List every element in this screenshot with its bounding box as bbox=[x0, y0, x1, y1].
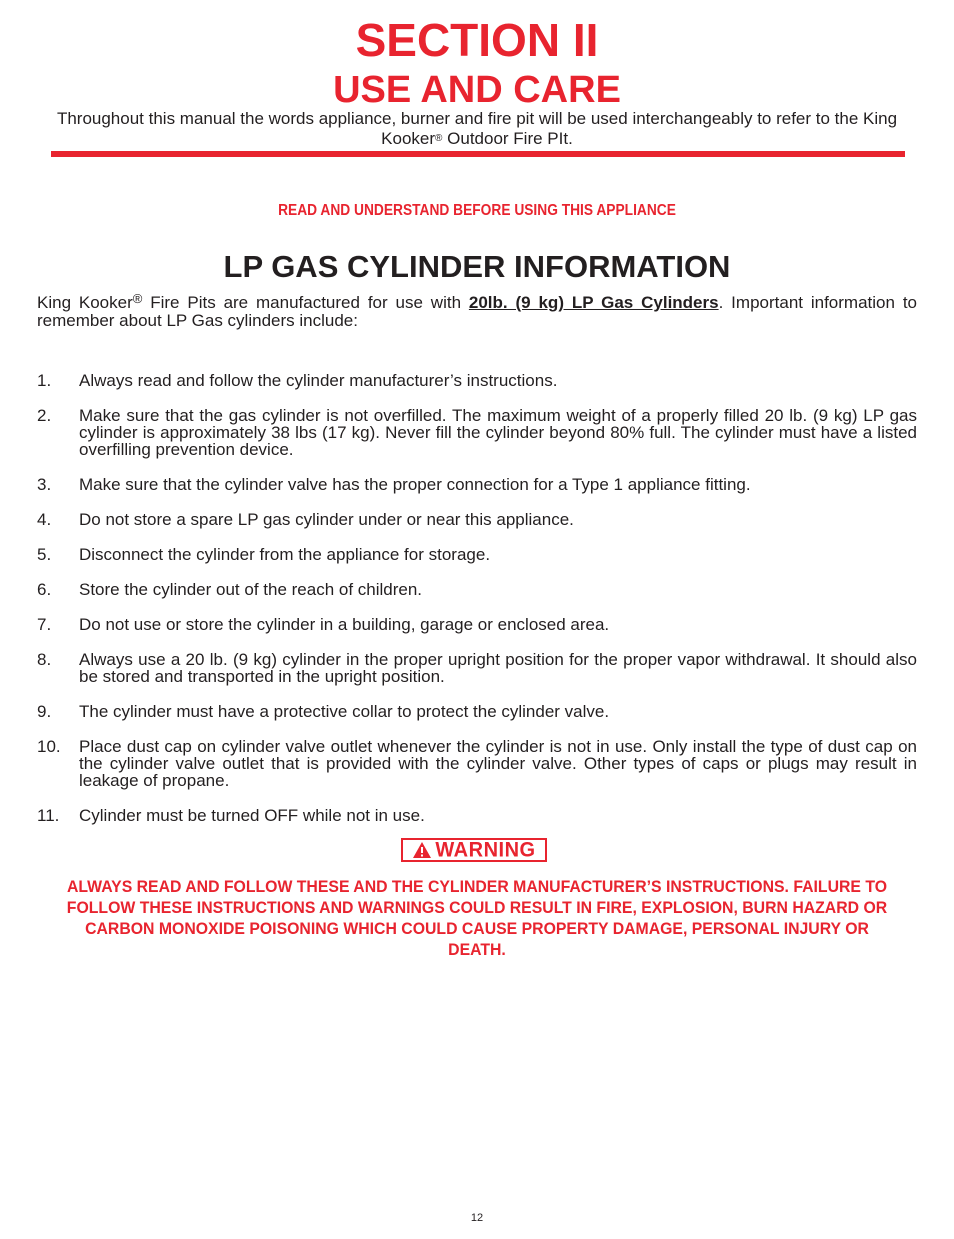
list-item-number: 5. bbox=[37, 545, 52, 564]
list-item-text: Make sure that the gas cylinder is not overfilled. The maximum weight of a properly filled 20 lb. (9 kg) LP gas cylinder is approximately 38 lbs (17 kg). Never fill the cylinder beyond 80% full. The cylinder must have a listed overfilling prevention device. bbox=[79, 406, 917, 459]
section-subtitle: USE AND CARE bbox=[333, 69, 621, 111]
list-item-number: 7. bbox=[37, 615, 52, 634]
list-item bbox=[37, 407, 917, 458]
lead-part1: King Kooker bbox=[37, 293, 133, 312]
cylinder-size-emphasis: 20lb. (9 kg) LP Gas Cylinders bbox=[468, 293, 719, 312]
intro-text bbox=[40, 109, 914, 149]
list-item-text: Store the cylinder out of the reach of children. bbox=[79, 580, 423, 599]
intro-text-part1: Throughout this manual the words appliance, burner and fire pit will be used interchangeably to refer to the King Kooker bbox=[56, 109, 898, 148]
list-item-text: Place dust cap on cylinder valve outlet whenever the cylinder is not in use. Only install the type of dust cap on the cylinder valve outlet that is provided with the cylinder valve. Other types of caps or plugs may result in leakage of propane. bbox=[79, 737, 917, 790]
list-item-text: Do not use or store the cylinder in a building, garage or enclosed area. bbox=[79, 615, 610, 634]
list-item-number: 8. bbox=[37, 650, 52, 669]
list-item-number: 2. bbox=[37, 406, 52, 425]
list-item bbox=[37, 703, 917, 720]
list-item bbox=[37, 372, 917, 389]
list-item bbox=[37, 616, 917, 633]
list-item-text: Always use a 20 lb. (9 kg) cylinder in the proper upright position for the proper vapor withdrawal. It should also be stored and transported in the upright position. bbox=[79, 650, 917, 686]
lead-part2: Fire Pits are manufactured for use with bbox=[142, 293, 469, 312]
section-title: SECTION II bbox=[355, 14, 599, 66]
intro-text-part2: Outdoor Fire PIt. bbox=[442, 129, 573, 148]
lp-gas-heading: LP GAS CYLINDER INFORMATION bbox=[223, 249, 731, 284]
list-item bbox=[37, 511, 917, 528]
lead-paragraph bbox=[37, 291, 917, 330]
list-item bbox=[37, 651, 917, 685]
lead-part3: . Important information to remember about LP Gas cylinders include: bbox=[37, 293, 917, 330]
registered-mark: ® bbox=[435, 133, 443, 144]
warning-badge-label: WARNING bbox=[435, 837, 536, 862]
list-item-number: 11. bbox=[37, 806, 60, 825]
cylinder-info-list bbox=[37, 372, 917, 842]
list-item-text: Disconnect the cylinder from the appliance for storage. bbox=[79, 545, 491, 564]
list-item-number: 4. bbox=[37, 510, 52, 529]
header-divider bbox=[51, 151, 905, 157]
list-item-number: 3. bbox=[37, 475, 52, 494]
list-item-text: Always read and follow the cylinder manufacturer’s instructions. bbox=[79, 371, 558, 390]
warning-text: ALWAYS READ AND FOLLOW THESE AND THE CYLINDER MANUFACTURER’S INSTRUCTIONS. FAILURE TO FOLLOW THESE INSTRUCTIONS AND WARNINGS COULD RESULT IN FIRE, EXPLOSION, BURN HAZARD OR CARBON MONOXIDE POISONING WHICH COULD CAUSE PROPERTY DAMAGE, PERSONAL INJURY OR DEATH. bbox=[66, 877, 888, 959]
warning-badge bbox=[401, 838, 547, 862]
list-item bbox=[37, 546, 917, 563]
list-item-text: Do not store a spare LP gas cylinder under or near this appliance. bbox=[79, 510, 574, 529]
list-item-number: 10. bbox=[37, 737, 61, 756]
list-item-number: 1. bbox=[37, 371, 52, 390]
list-item bbox=[37, 476, 917, 493]
list-item bbox=[37, 807, 917, 824]
list-item-text: The cylinder must have a protective collar to protect the cylinder valve. bbox=[79, 702, 610, 721]
warning-triangle-icon bbox=[412, 841, 432, 859]
list-item-number: 6. bbox=[37, 580, 52, 599]
read-notice: READ AND UNDERSTAND BEFORE USING THIS APPLIANCE bbox=[278, 202, 676, 219]
list-item-text: Cylinder must be turned OFF while not in use. bbox=[79, 806, 425, 825]
list-item-text: Make sure that the cylinder valve has the proper connection for a Type 1 appliance fitting. bbox=[79, 475, 751, 494]
list-item bbox=[37, 738, 917, 789]
registered-mark: ® bbox=[132, 291, 143, 306]
list-item bbox=[37, 581, 917, 598]
list-item-number: 9. bbox=[37, 702, 52, 721]
page-number: 12 bbox=[470, 1212, 484, 1224]
